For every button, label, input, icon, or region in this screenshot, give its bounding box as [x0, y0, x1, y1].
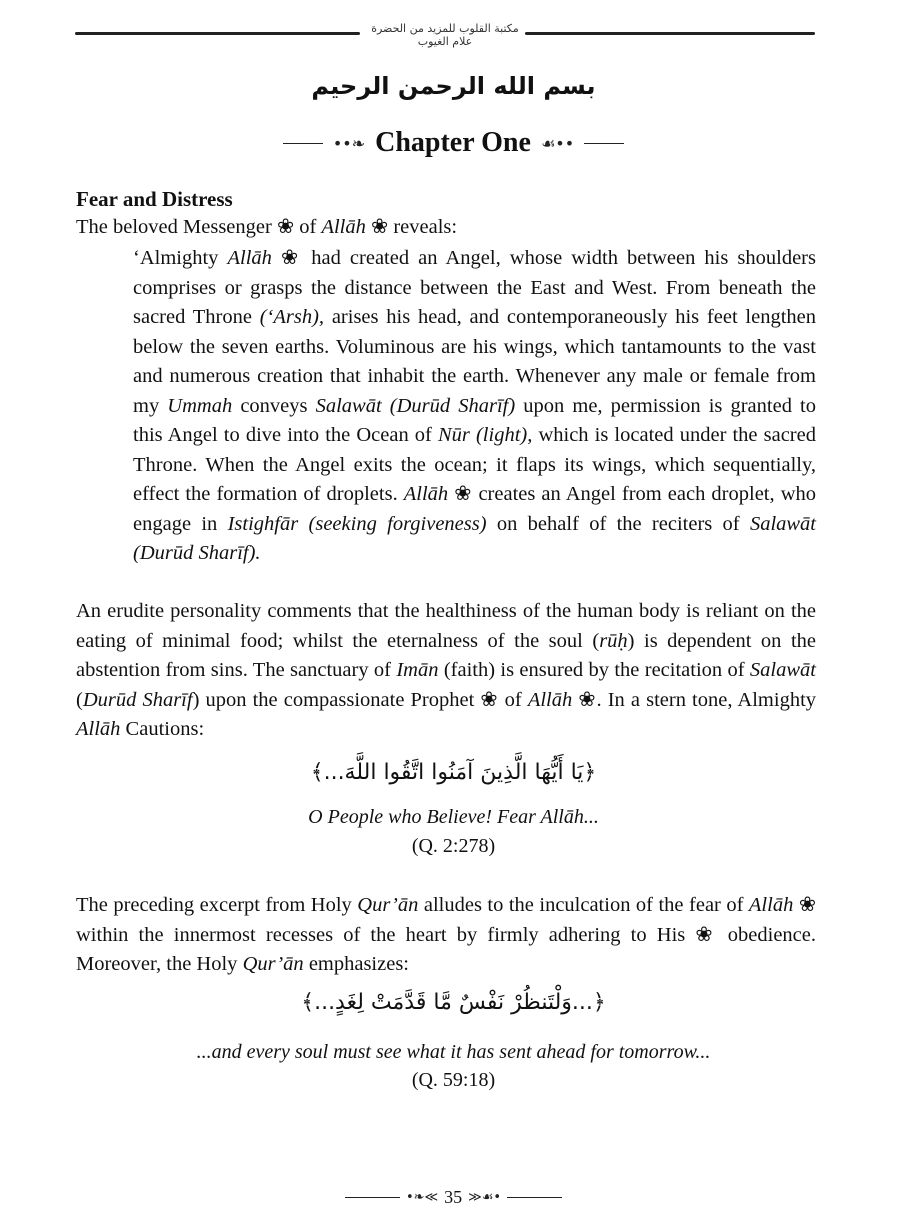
allah-term: Allāh: [227, 247, 272, 269]
text: (: [76, 688, 83, 711]
chapter-heading: [0, 125, 907, 161]
header-calligraphy: مكتبة القلوب للمزيد من الحضرة علام الغيوب: [371, 22, 519, 48]
honorific-icon: ❀: [480, 688, 499, 711]
salawat-term: Salawāt (Durūd Sharīf): [315, 394, 516, 417]
quran-term: Qur’ān: [357, 894, 419, 916]
basmala: بسم الله الرحمن الرحيم: [311, 72, 596, 100]
text: of: [294, 216, 322, 238]
honorific-icon: ❀: [798, 894, 816, 916]
footer-rule-left: [345, 1197, 400, 1198]
honorific-icon: ❀: [454, 483, 473, 505]
text: ‘Almighty: [133, 247, 228, 269]
header-rule-right: [525, 32, 815, 35]
footer-rule-right: [507, 1197, 562, 1198]
quran-verse-reference: (Q. 59:18): [411, 1069, 496, 1091]
text: The beloved Messenger: [76, 216, 277, 238]
text: conveys: [232, 394, 316, 417]
commentary-paragraph: [76, 597, 816, 745]
text: The preceding excerpt from Holy: [76, 894, 358, 916]
hadith-quote: [133, 244, 816, 569]
text: on behalf of the reciters of: [486, 512, 750, 535]
chapter-rule-left: [283, 143, 323, 144]
explanation-paragraph: [76, 891, 816, 980]
durud-term: Durūd Sharīf: [82, 688, 193, 711]
text: arises his head, and contemporaneously his feet lengthen below the seven earths. Voluminous are his wings, which tantamounts to the vast and numerous creation that inhabit the earth. Whenever any male or female from my: [133, 306, 816, 417]
quran-verse-reference: (Q. 2:278): [411, 835, 496, 857]
ornament-right-icon: ☙••: [540, 133, 575, 153]
istighfar-term: Istighfār (seeking forgiveness): [227, 512, 487, 535]
text: Cautions:: [120, 718, 205, 740]
text: upon me, permission is granted to this Angel to dive into the Ocean of: [133, 394, 816, 446]
text: had created an Angel, whose width between his shoulders comprises or grasps the distance between the East and West. From beneath the sacred Throne: [133, 247, 816, 328]
text: creates an Angel from each droplet, who engage in: [133, 483, 816, 535]
text: within the innermost recesses of the heart by firmly adhering to His: [76, 923, 696, 946]
text: reveals:: [388, 216, 458, 238]
chapter-rule-right: [584, 143, 624, 144]
text: of: [498, 688, 528, 711]
intro-paragraph: [76, 213, 816, 243]
quran-verse-translation: ...and every soul must see what it has sent ahead for tomorrow...: [196, 1041, 711, 1063]
ruh-term: rūḥ: [599, 629, 628, 652]
honorific-icon: ❀: [578, 688, 597, 711]
text: emphasizes:: [303, 953, 410, 975]
footer-ornament-right-icon: ≫☙•: [468, 1189, 502, 1205]
allah-term: Allāh: [403, 483, 449, 505]
page-footer: [0, 1186, 907, 1208]
text: An erudite personality comments that the healthiness of the human body is reliant on the eating of minimal food; whilst the eternalness of the soul (: [76, 600, 816, 652]
text: obedience. Moreover, the Holy: [76, 923, 816, 975]
honorific-icon: ❀: [371, 216, 389, 238]
quran-verse-arabic: ﴿...وَلْتَنظُرْ نَفْسٌ مَّا قَدَّمَتْ لِغَدٍ...﴾: [301, 990, 606, 1015]
chapter-title: Chapter One: [375, 127, 531, 158]
iman-term: Imān: [396, 659, 439, 681]
text: . In a stern tone, Almighty: [596, 688, 817, 711]
text: which is located under the sacred Throne. When the Angel exits the ocean; it flaps its wings, which sequentially, effect the formation of droplets.: [133, 424, 816, 505]
honorific-icon: ❀: [276, 216, 295, 238]
quran-verse-arabic: ﴿يَا أَيُّهَا الَّذِينَ آمَنُوا اتَّقُوا اللَّهَ...﴾: [310, 760, 597, 785]
nur-term: Nūr (light),: [437, 424, 533, 446]
quran-term: Qur’ān: [242, 953, 304, 975]
arsh-term: (‘Arsh),: [259, 306, 325, 328]
allah-term: Allāh: [321, 216, 366, 238]
section-heading: Fear and Distress: [76, 187, 233, 211]
text: (faith) is ensured by the recitation of: [438, 659, 750, 681]
text: ) upon the compassionate Prophet: [192, 688, 481, 711]
allah-term: Allāh: [76, 718, 121, 740]
salawat-term: Salawāt: [749, 659, 816, 681]
running-header: [75, 22, 815, 48]
header-rule-left: [75, 32, 360, 35]
ornament-left-icon: ••❧: [332, 133, 366, 153]
text: alludes to the inculcation of the fear of: [418, 894, 749, 916]
text: ) is dependent on the abstention from sins. The sanctuary of: [76, 629, 816, 681]
salawat-term: Salawāt (Durūd Sharīf).: [133, 512, 817, 564]
ummah-term: Ummah: [167, 394, 233, 417]
quran-verse-translation: O People who Believe! Fear Allāh...: [308, 806, 599, 828]
footer-ornament-left-icon: •❧≪: [405, 1189, 439, 1205]
page-number: 35: [444, 1186, 463, 1207]
honorific-icon: ❀: [281, 247, 303, 269]
allah-term: Allāh: [527, 688, 573, 711]
honorific-icon: ❀: [695, 923, 718, 946]
allah-term: Allāh: [748, 894, 794, 916]
